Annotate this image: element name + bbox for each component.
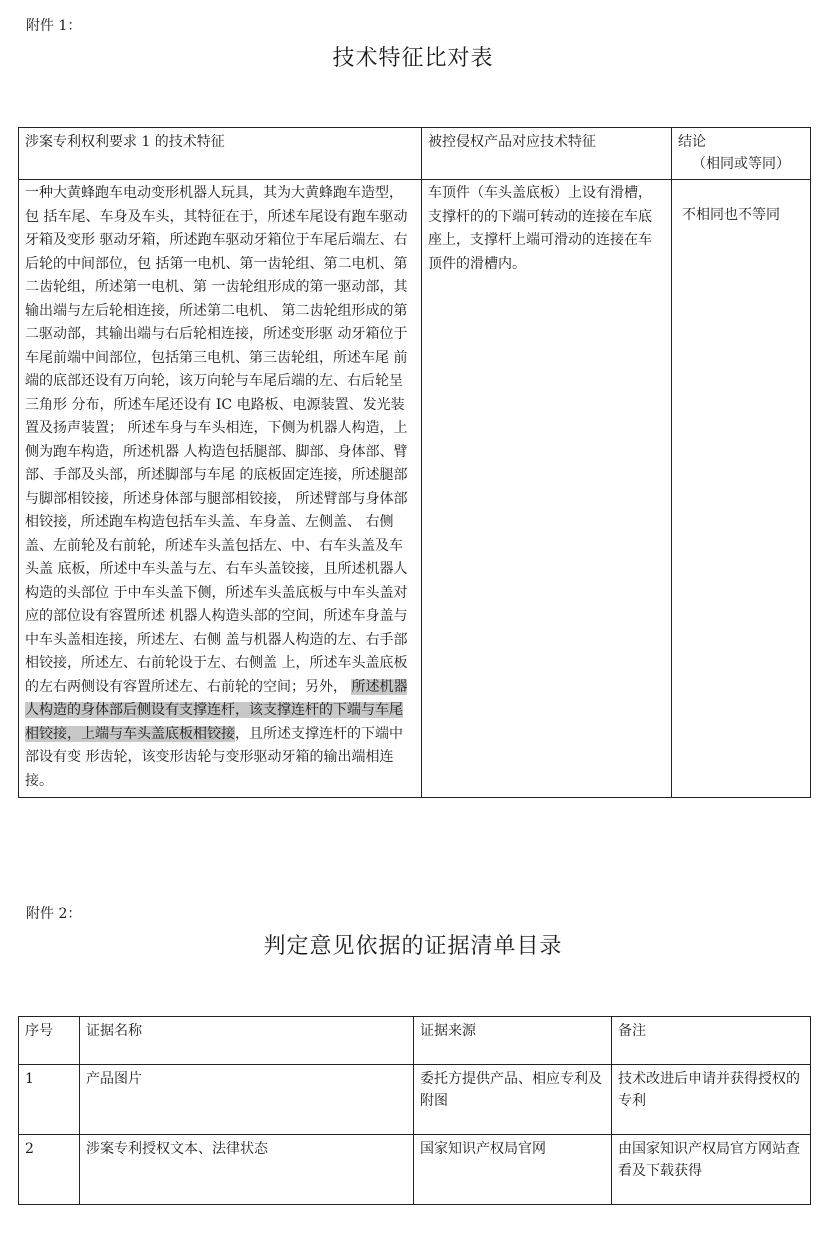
product-features-cell: 车顶件（车头盖底板）上设有滑槽，支撑杆的的下端可转动的连接在车底座上，支撑杆上端可滑动的连接在车顶件的滑槽内。 (422, 180, 672, 798)
annex-2-label: 附件 2： (26, 906, 82, 922)
evidence-list-table (18, 1016, 811, 1205)
annex-1-label: 附件 1： (26, 18, 82, 34)
table-header-row (19, 1017, 811, 1065)
table-row (19, 180, 811, 798)
row-no: 1 (19, 1065, 80, 1135)
row-evidence-source: 国家知识产权局官网 (414, 1135, 612, 1205)
header-conclusion (672, 128, 811, 180)
header-remark: 备注 (612, 1017, 811, 1065)
row-remark: 由国家知识产权局官方网站查看及下载获得 (612, 1135, 811, 1205)
table-header-row (19, 128, 811, 180)
row-no: 2 (19, 1135, 80, 1205)
row-evidence-name: 产品图片 (80, 1065, 414, 1135)
annex-2-title: 判定意见依据的证据清单目录 (263, 934, 563, 959)
conclusion-value: 不相同也不等同 (682, 207, 780, 223)
header-product-features: 被控侵权产品对应技术特征 (422, 128, 672, 180)
claim-text-before: 一种大黄蜂跑车电动变形机器人玩具，其为大黄蜂跑车造型，包 括车尾、车身及车头，其特征在于，所述车尾设有跑车驱动牙箱及变形 驱动牙箱，所述跑车驱动牙箱位于车尾后端左、右后轮的中间部位，包 括第一电机、第一齿轮组、第二电机、第二齿轮组，所述第一电机、第 一齿轮组形成的第一驱动部，其输出端与左后轮相连接，所述第二电机、 第二齿轮组形成的第二驱动部，其输出端与右后轮相连接，所述变形驱 动牙箱位于车尾前端中间部位，包括第三电机、第三齿轮组，所述车尾 前端的底部还设有万向轮，该万向轮与车尾后端的左、右后轮呈三角形 分布，所述车尾还设有 IC 电路板、电源装置、发光装置及扬声装置； 所述车身与车头相连，下侧为机器人构造，上侧为跑车构造，所述机器 人构造包括腿部、脚部、身体部、臂部、手部及头部，所述脚部与车尾 的底板固定连接，所述腿部与脚部相铰接，所述身体部与腿部相铰接， 所述臂部与身体部相铰接，所述跑车构造包括车头盖、车身盖、左侧盖、 右侧盖、左前轮及右前轮，所述车头盖包括左、中、右车头盖及车头盖 底板，所述中车头盖与左、右车头盖铰接，且所述机器人构造的头部位 于中车头盖下侧，所述车头盖底板与中车头盖对应的部位设有容置所述 机器人构造头部的空间，所述车身盖与中车头盖相连接，所述左、右侧 盖与机器人构造的左、右手部相铰接，所述左、右前轮设于左、右侧盖 上，所述车头盖底板的左右两侧设有容置所述左、右前轮的空间；另外， (25, 185, 408, 695)
header-no: 序号 (19, 1017, 80, 1065)
claim-features-cell (19, 180, 422, 798)
row-evidence-source: 委托方提供产品、相应专利及附图 (414, 1065, 612, 1135)
conclusion-cell (672, 180, 811, 798)
annex-1-title: 技术特征比对表 (332, 46, 494, 71)
header-conclusion-line2: （相同或等同） (692, 156, 790, 172)
table-row (19, 1065, 811, 1135)
row-evidence-name: 涉案专利授权文本、法律状态 (80, 1135, 414, 1205)
feature-comparison-table (18, 127, 811, 798)
header-evidence-source: 证据来源 (414, 1017, 612, 1065)
table-row (19, 1135, 811, 1205)
header-evidence-name: 证据名称 (80, 1017, 414, 1065)
header-claim-features: 涉案专利权利要求 1 的技术特征 (19, 128, 422, 180)
claim-text-highlight: 所述机器人构造的身体部后侧设有支撑连杆，该支撑连杆的下端与车尾相铰接，上端与车头盖底板相铰接 (25, 678, 408, 742)
header-conclusion-line1: 结论 (678, 134, 706, 150)
row-remark: 技术改进后申请并获得授权的专利 (612, 1065, 811, 1135)
claim-text-after: ，且所述支撑连杆的下端中部设有变 形齿轮，该变形齿轮与变形驱动牙箱的输出端相连接。 (25, 725, 403, 789)
